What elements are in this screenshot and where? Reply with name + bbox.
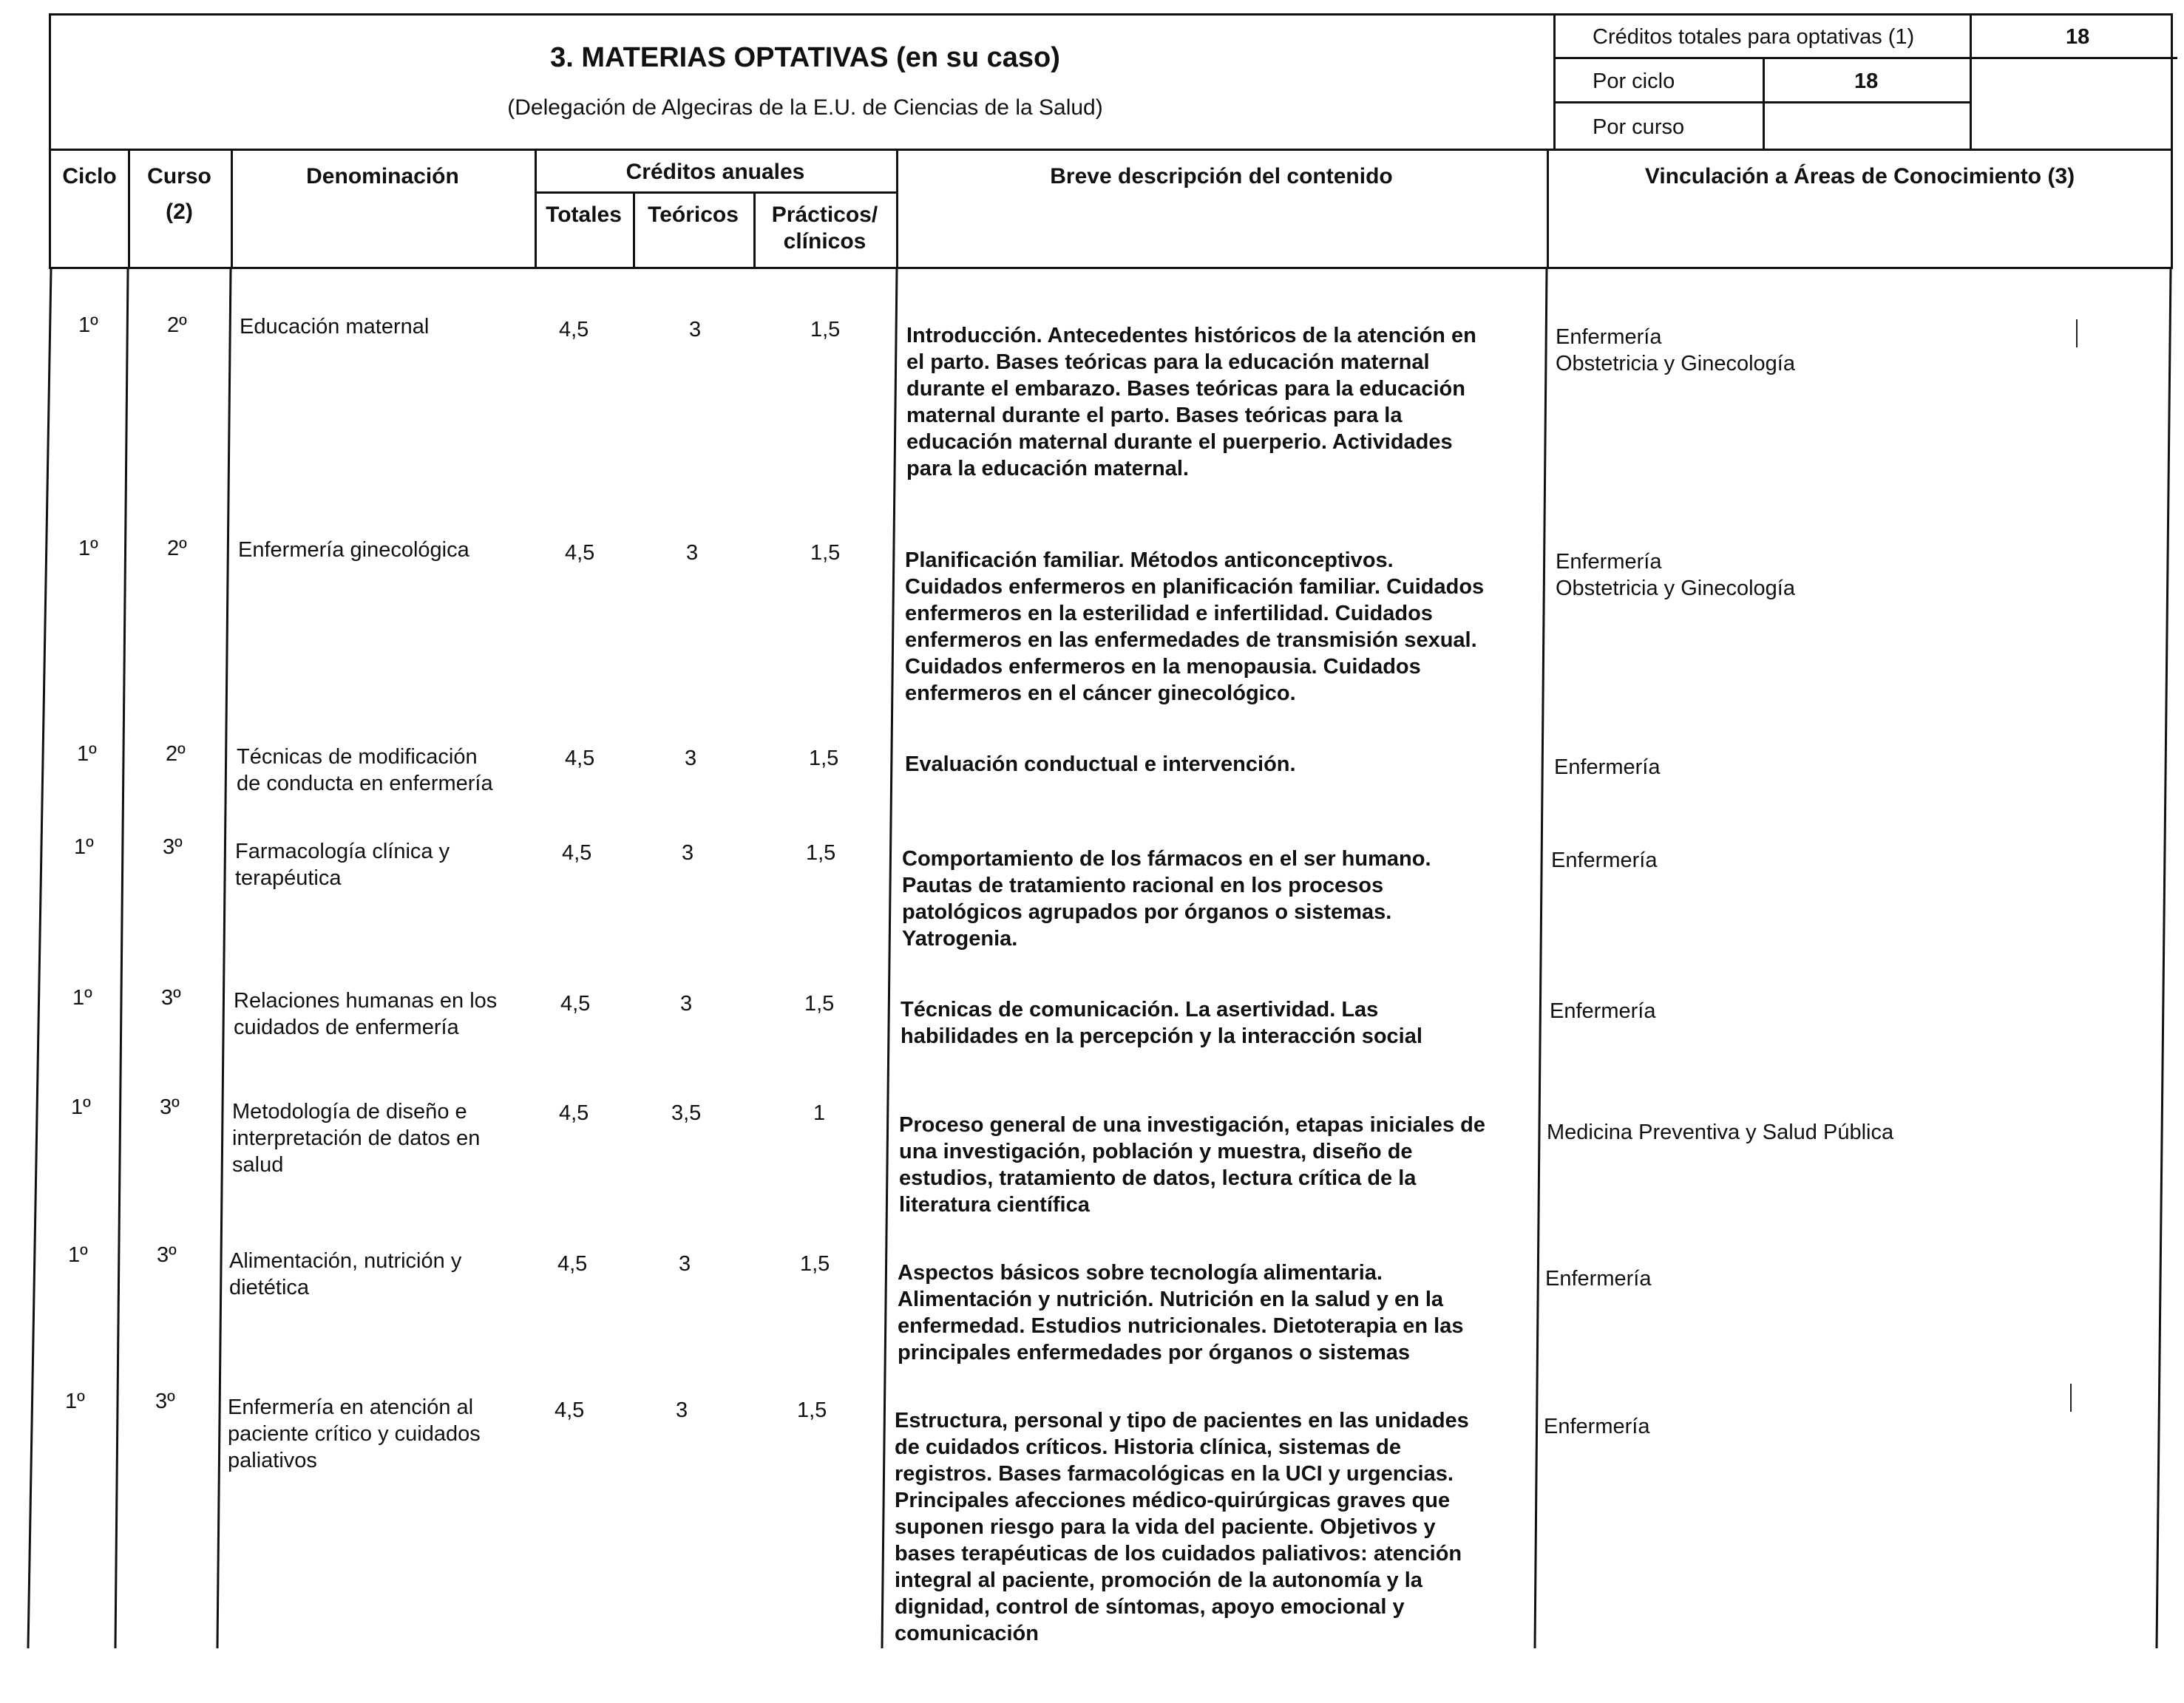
- cell-curso: 3º: [163, 835, 183, 859]
- cell-practicos: 1: [813, 1101, 826, 1125]
- margin-mark: [2076, 319, 2078, 347]
- cell-denominacion: Educación maternal: [240, 315, 430, 339]
- cell-curso: 2º: [167, 537, 187, 560]
- cell-curso: 2º: [167, 313, 187, 337]
- cell-teoricos: 3: [685, 747, 697, 770]
- cell-ciclo: 1º: [71, 1095, 91, 1119]
- cell-ciclo: 1º: [78, 313, 98, 337]
- page-subtitle: (Delegación de Algeciras de la E.U. de Ciencias de la Salud): [507, 95, 1103, 120]
- cell-denominacion: Relaciones humanas en los cuidados de enfermería: [234, 989, 498, 1039]
- cell-denominacion: Metodología de diseño e interpretación de datos en salud: [232, 1100, 481, 1177]
- page-title: 3. MATERIAS OPTATIVAS (en su caso): [550, 42, 1060, 73]
- cell-curso: 3º: [161, 986, 181, 1010]
- per-cycle-value: 18: [1854, 69, 1879, 93]
- cell-curso: 3º: [157, 1243, 177, 1267]
- cell-practicos: 1,5: [806, 841, 836, 865]
- cell-curso: 2º: [166, 742, 186, 766]
- col-teoricos: Teóricos: [648, 203, 739, 227]
- cell-ciclo: 1º: [65, 1390, 85, 1413]
- cell-areas: Enfermería: [1545, 1267, 1652, 1291]
- cell-descripcion: Técnicas de comunicación. La asertividad. Las habilidades en la percepción y la interacción social: [901, 998, 1422, 1048]
- cell-practicos: 1,5: [810, 318, 841, 341]
- col-curso-note: (2): [166, 200, 193, 224]
- cell-descripcion: Evaluación conductual e intervención.: [905, 752, 1296, 776]
- cell-denominacion: Técnicas de modificación de conducta en enfermería: [237, 745, 493, 795]
- cell-totales: 4,5: [565, 747, 595, 770]
- cell-totales: 4,5: [560, 992, 591, 1016]
- col-totales: Totales: [546, 203, 622, 227]
- cell-areas: Enfermería: [1544, 1415, 1650, 1438]
- cell-practicos: 1,5: [810, 541, 841, 565]
- cell-denominacion: Alimentación, nutrición y dietética: [229, 1249, 462, 1299]
- cell-teoricos: 3: [679, 1252, 691, 1276]
- cell-areas: Enfermería: [1550, 999, 1656, 1023]
- cell-ciclo: 1º: [72, 986, 92, 1010]
- cell-denominacion: Enfermería ginecológica: [238, 538, 469, 562]
- cell-totales: 4,5: [557, 1252, 588, 1276]
- cell-denominacion: Farmacología clínica y terapéutica: [235, 840, 450, 890]
- cell-curso: 3º: [155, 1390, 175, 1413]
- cell-areas: Enfermería Obstetricia y Ginecología: [1556, 550, 1795, 600]
- total-credits-label: Créditos totales para optativas (1): [1593, 25, 1915, 49]
- cell-areas: Enfermería Obstetricia y Ginecología: [1556, 325, 1795, 375]
- cell-areas: Enfermería: [1554, 755, 1661, 779]
- cell-ciclo: 1º: [68, 1243, 88, 1267]
- cell-teoricos: 3: [682, 841, 694, 865]
- col-denominacion: Denominación: [306, 164, 459, 188]
- cell-practicos: 1,5: [809, 747, 839, 770]
- cell-descripcion: Comportamiento de los fármacos en el ser humano. Pautas de tratamiento racional en los procesos patológicos agrupados por órganos o sistemas. Yatrogenia.: [902, 847, 1431, 951]
- per-cycle-label: Por ciclo: [1593, 69, 1675, 93]
- col-vinculacion: Vinculación a Áreas de Conocimiento (3): [1644, 164, 2075, 188]
- cell-denominacion: Enfermería en atención al paciente crítico y cuidados paliativos: [228, 1396, 481, 1472]
- cell-practicos: 1,5: [804, 992, 835, 1016]
- total-credits-value: 18: [2066, 25, 2090, 49]
- cell-ciclo: 1º: [77, 742, 97, 766]
- cell-areas: Medicina Preventiva y Salud Pública: [1547, 1121, 1894, 1144]
- cell-descripcion: Introducción. Antecedentes históricos de la atención en el parto. Bases teóricas para la educación maternal durante el embarazo. Bases teóricas para la educación maternal durante el parto. Bases teóricas para la educación maternal durante el puerperio. Actividades para la educación maternal.: [906, 324, 1476, 480]
- cell-descripcion: Aspectos básicos sobre tecnología alimentaria. Alimentación y nutrición. Nutrición en la salud y en la enfermedad. Estudios nutricionales. Dietoterapia en las principales enfermedades por órganos o sistemas: [898, 1261, 1464, 1364]
- col-descripcion: Breve descripción del contenido: [1050, 164, 1393, 188]
- cell-totales: 4,5: [555, 1398, 585, 1422]
- cell-teoricos: 3,5: [671, 1101, 702, 1125]
- col-curso: Curso: [147, 164, 211, 188]
- per-course-label: Por curso: [1593, 115, 1685, 139]
- cell-ciclo: 1º: [74, 835, 94, 859]
- cell-practicos: 1,5: [800, 1252, 830, 1276]
- margin-mark: [2070, 1384, 2072, 1412]
- cell-teoricos: 3: [680, 992, 693, 1016]
- cell-areas: Enfermería: [1551, 849, 1658, 872]
- col-practicos-2: clínicos: [783, 229, 867, 254]
- col-ciclo: Ciclo: [62, 164, 117, 188]
- cell-teoricos: 3: [686, 541, 699, 565]
- cell-totales: 4,5: [559, 318, 589, 341]
- col-creditos-anuales: Créditos anuales: [625, 160, 805, 184]
- cell-descripcion: Estructura, personal y tipo de pacientes en las unidades de cuidados críticos. Historia clínica, sistemas de registros. Bases farmacológicas en la UCI y urgencias. Principales afecciones médico-quirúrgicas graves que suponen riesgo para la vida del paciente. Objetivos y bases terapéuticas de los cuidados paliativos: atención integral al paciente, promoción de la autonomía y la dignidad, control de síntomas, apoyo emocional y comunicación: [895, 1409, 1469, 1645]
- cell-descripcion: Proceso general de una investigación, etapas iniciales de una investigación, población y muestra, diseño de estudios, tratamiento de datos, lectura crítica de la literatura científica: [899, 1113, 1485, 1217]
- cell-descripcion: Planificación familiar. Métodos anticonceptivos. Cuidados enfermeros en planificación familiar. Cuidados enfermeros en la esterilidad e infertilidad. Cuidados enfermeros en las enfermedades de transmisión sexual. Cuidados enfermeros en la menopausia. Cuidados enfermeros en el cáncer ginecológico.: [905, 548, 1485, 705]
- cell-totales: 4,5: [565, 541, 595, 565]
- cell-curso: 3º: [160, 1095, 180, 1119]
- cell-teoricos: 3: [689, 318, 702, 341]
- cell-ciclo: 1º: [78, 537, 98, 560]
- cell-totales: 4,5: [562, 841, 592, 865]
- col-practicos: Prácticos/: [771, 203, 878, 227]
- cell-teoricos: 3: [676, 1398, 688, 1422]
- cell-totales: 4,5: [559, 1101, 589, 1125]
- cell-practicos: 1,5: [797, 1398, 827, 1422]
